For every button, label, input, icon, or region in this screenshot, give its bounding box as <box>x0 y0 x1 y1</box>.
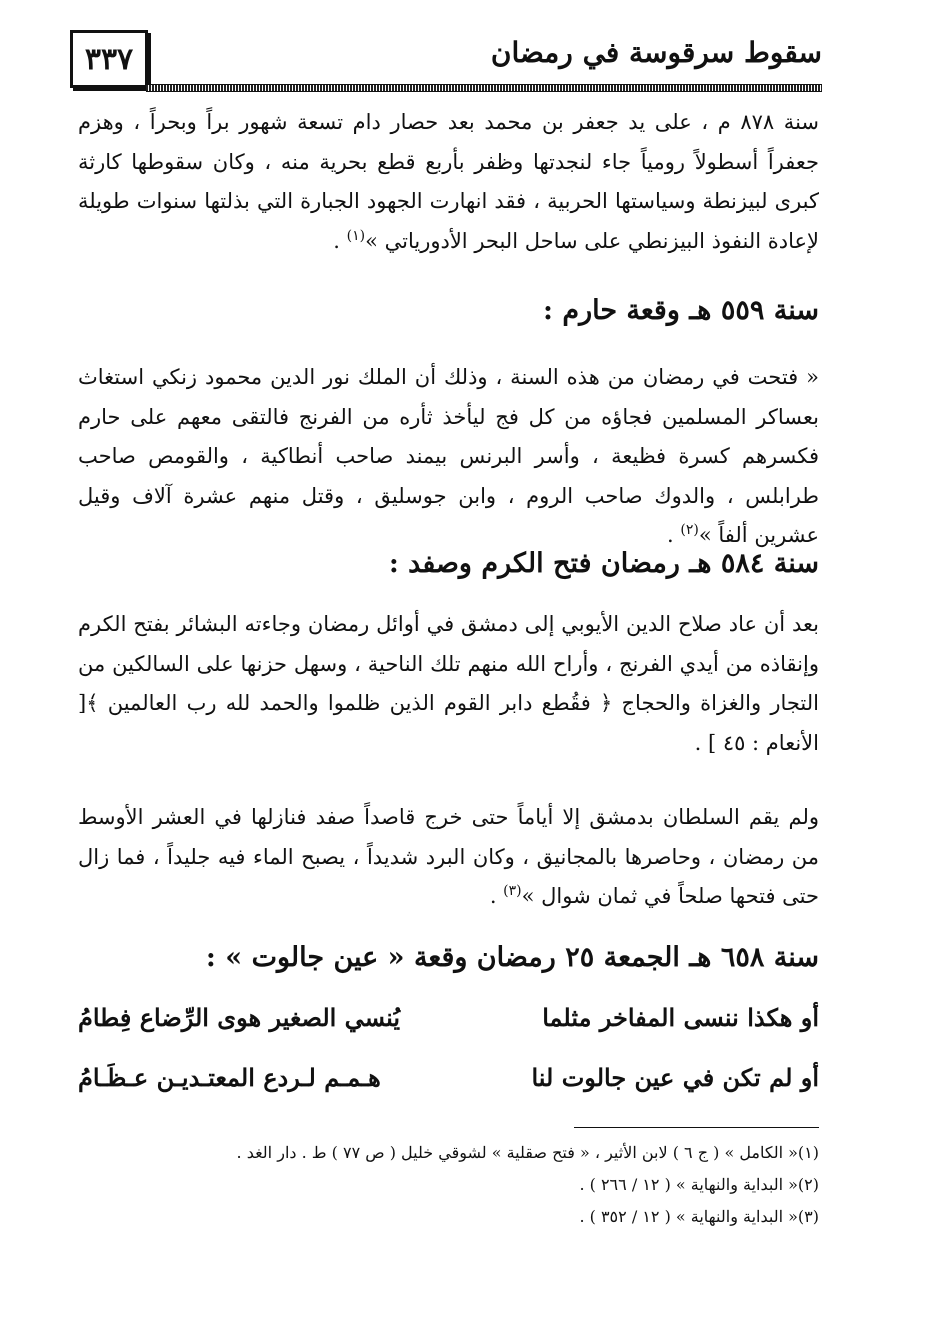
section-heading-harim: سنة ٥٥٩ هـ وقعة حارم : <box>542 295 819 326</box>
poem-line-2-first-hemistich: أو لم تكن في عين جالوت لنا <box>531 1063 819 1092</box>
poem-line-1 <box>78 995 819 1055</box>
footnote-ref-3: (٣) <box>503 883 522 899</box>
footnote-ref-2: (٢) <box>680 522 699 538</box>
header-rule <box>146 84 822 92</box>
paragraph-2 <box>78 358 819 556</box>
footnote-2: (٢)« البداية والنهاية » ( ١٢ / ٢٦٦ ) . <box>579 1175 819 1194</box>
section-heading-ain-jalut: سنة ٦٥٨ هـ الجمعة ٢٥ رمضان وقعة « عين جالوت » : <box>205 942 819 973</box>
poem-line-2 <box>78 1055 819 1115</box>
paragraph-1 <box>78 103 819 261</box>
section-heading-karak-safad: سنة ٥٨٤ هـ رمضان فتح الكرم وصفد : <box>388 548 819 579</box>
poem-line-1-first-hemistich: أو هكذا ننسى المفاخر مثلما <box>542 1003 819 1032</box>
paragraph-3 <box>78 605 819 763</box>
paragraph-2-text: « فتحت في رمضان من هذه السنة ، وذلك أن الملك نور الدين محمود زنكي استغاث بعساكر المسلمين فجاؤه من كل فج ليأخذ ثأره من الفرنج فالتقى معهم على حارم فكسرهم كسرة فظيعة ، وأسر البرنس بيمند صاحب أنطاكية ، والقومص صاحب طرابلس ، والدوك صاحب الروم ، وابن جوسليق ، وقتل منهم عشرة آلاف وقيل عشرين ألفاً » <box>78 365 819 547</box>
footnote-ref-1: (١) <box>346 227 366 244</box>
running-header <box>70 30 822 92</box>
paragraph-4 <box>78 798 819 917</box>
paragraph-1-end: . <box>333 228 347 253</box>
paragraph-1-text: سنة ٨٧٨ م ، على يد جعفر بن محمد بعد حصار دام تسعة شهور براً وبحراً ، وهزم جعفراً أسطولاً رومياً جاء لنجدتها وظفر بأربع قطع بحرية منه ، وكان سقوطها كارثة كبرى لبيزنطة وسياستها الحربية ، فقد انهارت الجهود الجبارة التي بذلتها سنوات طويلة لإعادة النفوذ البيزنطي على ساحل البحر الأدورياتي » <box>78 110 819 253</box>
poem-line-2-second-hemistich: هـمـم لـردع المعتـديـن عـظَـامُ <box>78 1063 381 1092</box>
running-title: سقوط سرقوسة في رمضان <box>490 36 822 69</box>
footnote-1: (١)« الكامل » ( ج ٦ ) لابن الأثير ، « فتح صقلية » لشوقي خليل ( ص ٧٧ ) ط . دار الغد . <box>236 1143 819 1162</box>
poem <box>78 995 819 1115</box>
page-number: ٣٣٧ <box>70 30 148 88</box>
footnote-3: (٣)« البداية والنهاية » ( ١٢ / ٣٥٢ ) . <box>579 1207 819 1226</box>
footnotes <box>78 1137 819 1233</box>
paragraph-4-text: ولم يقم السلطان بدمشق إلا أياماً حتى خرج قاصداً صفد فنازلها في العشر الأوسط من رمضان ، وحاصرها بالمجانيق ، وكان البرد شديداً ، يصبح الماء فيه جليداً ، فما زال حتى فتحها صلحاً في ثمان شوال » <box>78 805 819 908</box>
poem-line-1-second-hemistich: يُنسي الصغير هوى الرِّضاع فِطامُ <box>78 1003 401 1032</box>
paragraph-3-text: بعد أن عاد صلاح الدين الأيوبي إلى دمشق في أوائل رمضان وجاءته البشائر بفتح الكرم وإنقاذه من أيدي الفرنج ، وأراح الله منهم تلك الناحية ، وسهل حزنها على السالكين من التجار والغزاة والحجاج ﴿ فقُطع دابر القوم الذين ظلموا والحمد لله رب العالمين ﴾[ الأنعام : ٤٥ ] . <box>78 612 819 755</box>
footnote-separator <box>574 1127 819 1128</box>
paragraph-4-end: . <box>489 884 504 908</box>
paragraph-2-end: . <box>667 523 681 547</box>
